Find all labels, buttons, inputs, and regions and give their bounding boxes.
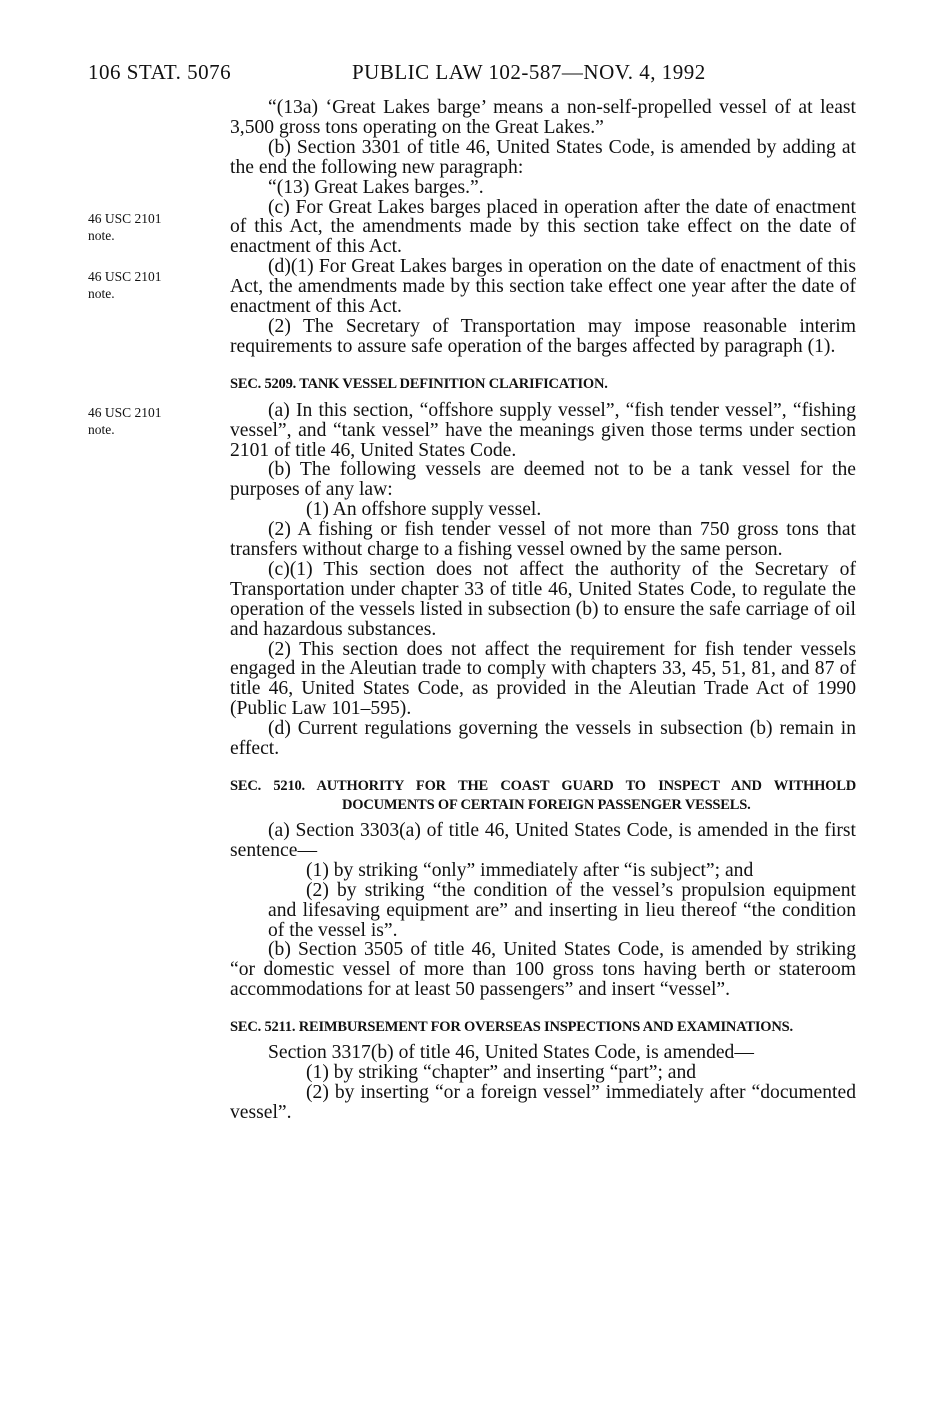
margin-note (88, 210, 198, 244)
paragraph-2-inserting-foreign: (2) by inserting “or a foreign vessel” immediately after “documented vessel”. (230, 1081, 856, 1123)
margin-note-suffix: note. (88, 422, 115, 437)
paragraph-3317b-amendment: Section 3317(b) of title 46, United States Code, is amended— (268, 1042, 754, 1064)
margin-note-citation: 46 USC 2101 (88, 405, 162, 420)
paragraph-13-entry: “(13) Great Lakes barges.”. (268, 176, 484, 198)
paragraph-1-striking-chapter: (1) by striking “chapter” and inserting “part”; and (306, 1062, 697, 1084)
margin-note-suffix: note. (88, 286, 115, 301)
paragraph-b2-fishing (192, 520, 856, 560)
margin-note-citation: 46 USC 2101 (88, 211, 162, 226)
paragraph-b-deemed-not-tank: (b) The following vessels are deemed not to be a tank vessel for the purposes of any law: (230, 459, 856, 501)
paragraph-b1-offshore (230, 500, 856, 520)
margin-note-citation: 46 USC 2101 (88, 269, 162, 284)
page-stat-citation: 106 STAT. 5076 (88, 60, 232, 84)
paragraph-b1-text: (1) An offshore supply vessel. (306, 499, 542, 521)
section-heading-5209: SEC. 5209. TANK VESSEL DEFINITION CLARIFICATION. (230, 375, 608, 392)
paragraph-a1-striking-only: (1) by striking “only” immediately after “is subject”; and (306, 859, 754, 881)
document-body (230, 98, 856, 1123)
paragraph-b2-text: (2) A fishing or fish tender vessel of not more than 750 gross tons that transfers without charge to a fishing vessel owned by the same person. (230, 519, 856, 561)
paragraph-d-regulations: (d) Current regulations governing the vessels in subsection (b) remain in effect. (230, 718, 856, 760)
paragraph-c1-authority: (c)(1) This section does not affect the authority of the Secretary of Transportation under chapter 33 of title 46, United States Code, to regulate the operation of the vessels listed in subsection (b) to ensure the safe carriage of oil and hazardous substances. (230, 558, 856, 640)
margin-note-suffix: note. (88, 228, 115, 243)
paragraph-b-amendment: (b) Section 3301 of title 46, United States Code, is amended by adding at the end the following new paragraph: (230, 136, 856, 178)
paragraph-d2-interim-requirements: (2) The Secretary of Transportation may impose reasonable interim requirements to assure safe operation of the barges affected by paragraph (1). (230, 315, 856, 357)
paragraph-b-3505-amendment: (b) Section 3505 of title 46, United States Code, is amended by striking “or domestic vessel of more than 100 gross tons having berth or stateroom accommodations for at least 50 passengers” and insert “vessel”. (230, 939, 856, 1001)
paragraph-a2-striking-condition: (2) by striking “the condition of the vessel’s propulsion equipment and lifesaving equipment are” and inserting in lieu thereof “the condition of the vessel is”. (268, 879, 856, 941)
paragraph-c-effective-date: (c) For Great Lakes barges placed in operation after the date of enactment of this Act, the amendments made by this section take effect on the date of enactment of this Act. (230, 196, 856, 258)
section-heading-5210: SEC. 5210. AUTHORITY FOR THE COAST GUARD TO INSPECT AND WITHHOLD DOCUMENTS OF CERTAIN FOREIGN PASSENGER VESSELS. (230, 778, 856, 813)
paragraph-c2-aleutian: (2) This section does not affect the requirement for fish tender vessels engaged in the Aleutian trade to comply with chapters 33, 45, 51, 81, and 87 of title 46, United States Code, as provided in the Aleutian Trade Act of 1990 (Public Law 101–595). (230, 638, 856, 720)
margin-note (88, 268, 198, 302)
paragraph-13a-definition: “(13a) ‘Great Lakes barge’ means a non-self-propelled vessel of at least 3,500 gross tons operating on the Great Lakes.” (230, 97, 856, 138)
paragraph-a-definitions: (a) In this section, “offshore supply vessel”, “fish tender vessel”, “fishing vessel”, and “tank vessel” have the meanings given those terms under section 2101 of title 46, United States Code. (230, 399, 856, 461)
margin-note (88, 404, 198, 438)
paragraph-d1-effective-date: (d)(1) For Great Lakes barges in operation on the date of enactment of this Act, the amendments made by this section take effect one year after the date of enactment of this Act. (230, 256, 856, 318)
page-running-title: PUBLIC LAW 102-587—NOV. 4, 1992 (352, 60, 706, 84)
section-heading-5211: SEC. 5211. REIMBURSEMENT FOR OVERSEAS INSPECTIONS AND EXAMINATIONS. (230, 1019, 793, 1036)
paragraph-a-3303-amendment: (a) Section 3303(a) of title 46, United States Code, is amended in the first sentence— (230, 820, 856, 861)
